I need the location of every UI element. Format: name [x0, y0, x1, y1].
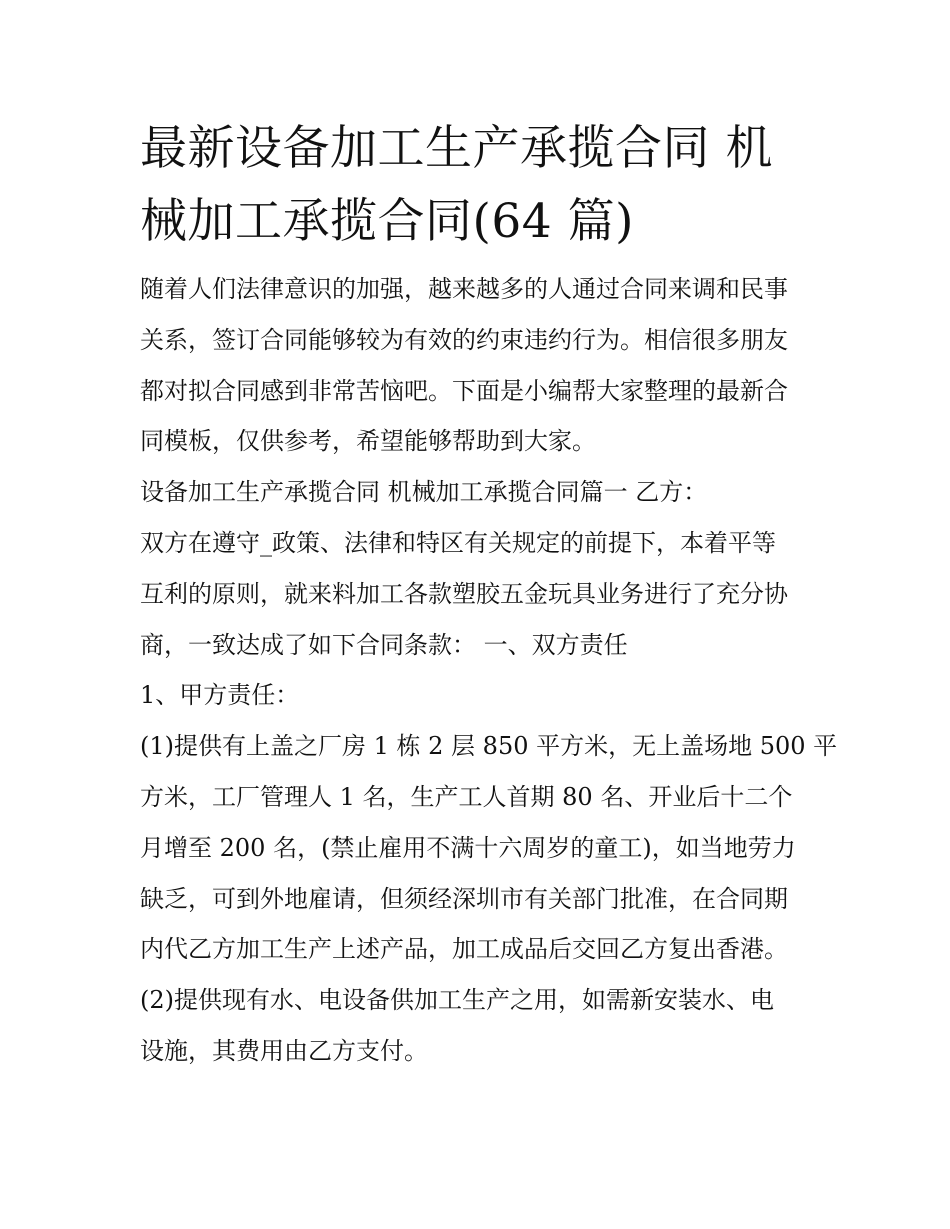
clause-heading [140, 670, 820, 721]
document-title [140, 112, 820, 258]
text-line: 商，一致达成了如下合同条款： 一、双方责任 [140, 630, 628, 659]
text-line: 都对拟合同感到非常苦恼吧。下面是小编帮大家整理的最新合 [140, 376, 788, 405]
title-line: 械加工承揽合同(64 篇) [140, 194, 634, 249]
text-line: (1)提供有上盖之厂房 1 栋 2 层 850 平方米，无上盖场地 500 平 [140, 732, 838, 761]
text-line: 同模板，仅供参考，希望能够帮助到大家。 [140, 427, 596, 456]
text-line: 1、甲方责任： [140, 681, 300, 710]
clause-item-2 [140, 975, 820, 1077]
text-line: (2)提供现有水、电设备供加工生产之用，如需新安装水、电 [140, 986, 774, 1015]
text-line: 缺乏，可到外地雇请，但须经深圳市有关部门批准，在合同期 [140, 884, 788, 913]
clause-item-1 [140, 721, 838, 975]
title-line: 最新设备加工生产承揽合同 机 [140, 121, 773, 176]
section-heading [140, 467, 820, 518]
document-body [140, 112, 838, 1077]
text-line: 设施，其费用由乙方支付。 [140, 1036, 428, 1065]
text-line: 方米，工厂管理人 1 名，生产工人首期 80 名、开业后十二个 [140, 782, 793, 811]
intro-paragraph [140, 264, 820, 467]
text-line: 随着人们法律意识的加强，越来越多的人通过合同来调和民事 [140, 275, 788, 303]
text-line: 互利的原则，就来料加工各款塑胶五金玩具业务进行了充分协 [140, 579, 788, 608]
text-line: 关系，签订合同能够较为有效的约束违约行为。相信很多朋友 [140, 325, 788, 354]
text-line: 内代乙方加工生产上述产品，加工成品后交回乙方复出香港。 [140, 935, 788, 964]
text-line: 设备加工生产承揽合同 机械加工承揽合同篇一 乙方： [140, 478, 708, 507]
preamble-paragraph [140, 518, 820, 670]
text-line: 双方在遵守_政策、法律和特区有关规定的前提下，本着平等 [140, 528, 776, 557]
text-line: 月增至 200 名，(禁止雇用不满十六周岁的童工)，如当地劳力 [140, 833, 796, 862]
